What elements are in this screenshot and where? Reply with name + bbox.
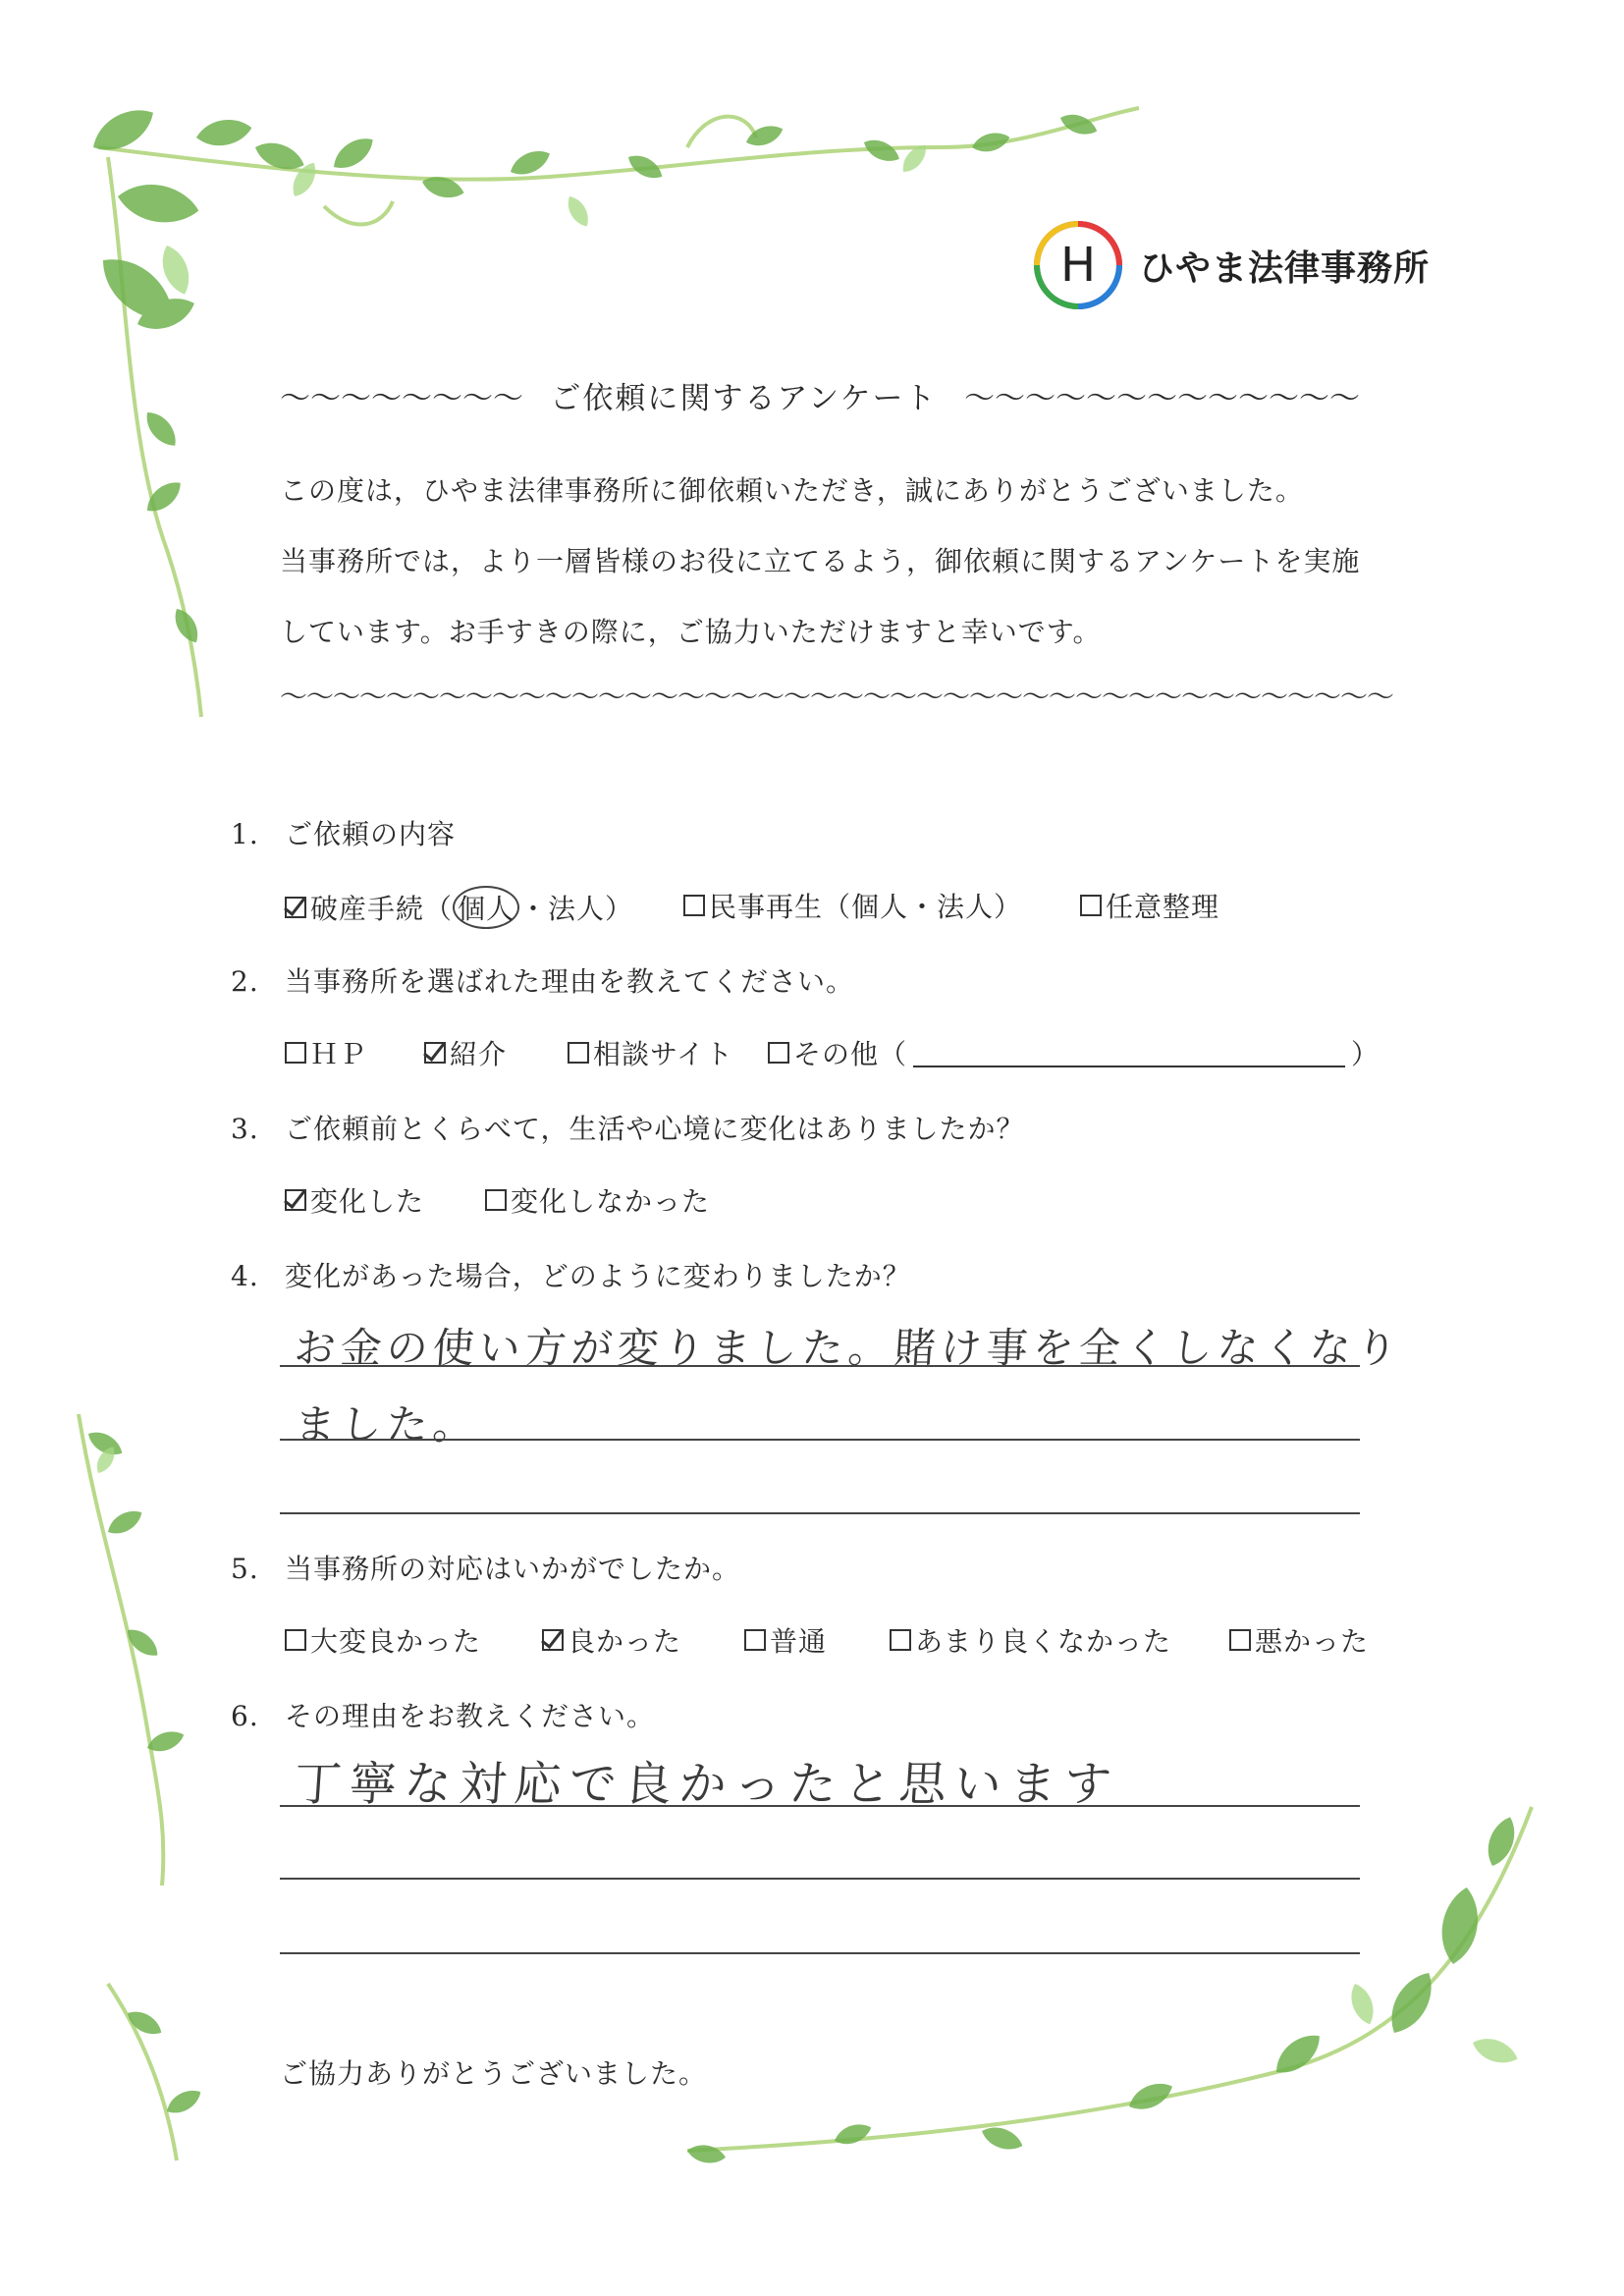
h-logo-icon — [1031, 218, 1125, 312]
q5-option-very-good[interactable] — [285, 1620, 481, 1660]
checkbox[interactable] — [485, 1189, 507, 1211]
question-3-title — [231, 1108, 1024, 1147]
q5-option-good[interactable] — [542, 1620, 681, 1660]
q4-answer-line-2: ました。 — [293, 1400, 481, 1449]
logo-letter: H — [1059, 238, 1097, 293]
divider-wave: ～～～～～～～～～～～～～～～～～～～～～～～～～～～～～～～～～～～～～～～～～～ — [280, 681, 1394, 713]
checkbox[interactable] — [1229, 1629, 1251, 1651]
checkbox[interactable] — [285, 1042, 306, 1064]
q5-option-normal[interactable] — [744, 1620, 827, 1660]
checkbox-checked[interactable] — [542, 1629, 564, 1651]
q2-option-hp-label: ＨＰ — [310, 1038, 368, 1070]
question-5-title — [231, 1548, 740, 1587]
q2-option-other-label: その他（ — [793, 1038, 908, 1070]
q1-option-civil-rehab-label: 民事再生（個人・法人） — [709, 891, 1023, 923]
checkbox[interactable] — [744, 1629, 766, 1651]
firm-logo — [1031, 218, 1430, 312]
q3-option-changed[interactable] — [285, 1180, 424, 1220]
survey-header — [280, 373, 1360, 417]
q1-option-civil-rehab[interactable] — [683, 886, 1022, 925]
q1-option-voluntary[interactable] — [1080, 886, 1219, 925]
q2-option-hp[interactable] — [285, 1033, 367, 1072]
q3-option-unchanged[interactable] — [485, 1180, 710, 1220]
question-3-number: 3. — [231, 1113, 259, 1145]
question-4-text: 変化があった場合，どのように変わりましたか？ — [285, 1260, 911, 1292]
question-2-title — [231, 960, 854, 1000]
checkbox[interactable] — [285, 1629, 306, 1651]
q1-option-bankruptcy[interactable] — [285, 886, 633, 929]
q5-option-bad[interactable] — [1229, 1620, 1369, 1660]
other-reason-field[interactable] — [913, 1038, 1345, 1067]
q5-option-very-good-label: 大変良かった — [310, 1625, 482, 1658]
question-5-number: 5. — [231, 1553, 259, 1585]
q2-option-referral[interactable] — [424, 1033, 507, 1072]
firm-name: ひやま法律事務所 — [1139, 246, 1431, 289]
q2-option-referral-label: 紹介 — [450, 1038, 508, 1070]
question-6-title — [231, 1695, 655, 1734]
q3-option-unchanged-label: 変化しなかった — [511, 1185, 711, 1218]
q4-answer-rule-1[interactable] — [280, 1365, 1360, 1367]
q6-answer-line-1: 丁寧な対応で良かったと思います — [292, 1757, 1121, 1812]
q1-option-voluntary-label: 任意整理 — [1106, 891, 1220, 923]
question-2-text: 当事務所を選ばれた理由を教えてください。 — [285, 965, 855, 998]
intro-line-2: 当事務所では，より一層皆様のお役に立てるよう，御依頼に関するアンケートを実施 — [280, 545, 1361, 577]
q6-answer-rule-3[interactable] — [280, 1952, 1360, 1954]
q1-option-bankruptcy-pre: 破産手続（ — [310, 893, 454, 925]
q6-answer-rule-2[interactable] — [280, 1878, 1360, 1880]
intro-line-1: この度は，ひやま法律事務所に御依頼いただき，誠にありがとうございました。 — [280, 474, 1304, 507]
header-deco-right: ～～～～～～～～～～～～～ — [963, 381, 1360, 416]
question-6-number: 6. — [231, 1700, 259, 1732]
question-1-number: 1. — [231, 818, 259, 850]
q2-option-other[interactable] — [768, 1033, 1380, 1072]
q2-option-other-close: ） — [1351, 1038, 1380, 1070]
q2-option-consult-site-label: 相談サイト — [593, 1038, 734, 1070]
checkbox[interactable] — [683, 895, 705, 916]
q6-answer-rule-1[interactable] — [280, 1805, 1360, 1807]
q5-option-bad-label: 悪かった — [1255, 1625, 1370, 1658]
question-3-text: ご依頼前とくらべて，生活や心境に変化はありましたか？ — [285, 1113, 1025, 1145]
intro-line-3: しています。お手すきの際に，ご協力いただけますと幸いです。 — [280, 616, 1102, 648]
checkbox[interactable] — [768, 1042, 789, 1064]
checkbox-checked[interactable] — [424, 1042, 446, 1064]
checkbox[interactable] — [1080, 895, 1102, 916]
question-6-text: その理由をお教えください。 — [285, 1700, 656, 1732]
q3-option-changed-label: 変化した — [310, 1185, 425, 1218]
checkbox-checked[interactable] — [285, 1189, 306, 1211]
closing-message: ご協力ありがとうございました。 — [280, 2057, 708, 2090]
question-4-number: 4. — [231, 1260, 259, 1292]
question-2-number: 2. — [231, 965, 259, 998]
q2-option-consult-site[interactable] — [568, 1033, 733, 1072]
q1-circled-individual: 個人 — [453, 886, 519, 929]
q4-answer-rule-2[interactable] — [280, 1439, 1360, 1441]
question-1-text: ご依頼の内容 — [285, 818, 457, 850]
checkbox[interactable] — [568, 1042, 589, 1064]
q1-option-bankruptcy-post: ・法人） — [519, 893, 634, 925]
question-5-text: 当事務所の対応はいかがでしたか。 — [285, 1553, 741, 1585]
question-1-title — [231, 813, 456, 852]
checkbox-checked[interactable] — [285, 897, 306, 918]
header-deco-left: ～～～～～～～～ — [280, 381, 523, 416]
q5-option-good-label: 良かった — [568, 1625, 682, 1658]
checkbox[interactable] — [890, 1629, 911, 1651]
page-title: ご依頼に関するアンケート — [550, 381, 938, 416]
q4-answer-line-1: お金の使い方が変りました。賭け事を全くしなくなり — [293, 1324, 1404, 1372]
q5-option-not-good[interactable] — [890, 1620, 1171, 1660]
question-4-title — [231, 1255, 911, 1294]
q5-option-normal-label: 普通 — [770, 1625, 828, 1658]
q4-answer-rule-3[interactable] — [280, 1512, 1360, 1514]
q5-option-not-good-label: あまり良くなかった — [915, 1625, 1172, 1658]
